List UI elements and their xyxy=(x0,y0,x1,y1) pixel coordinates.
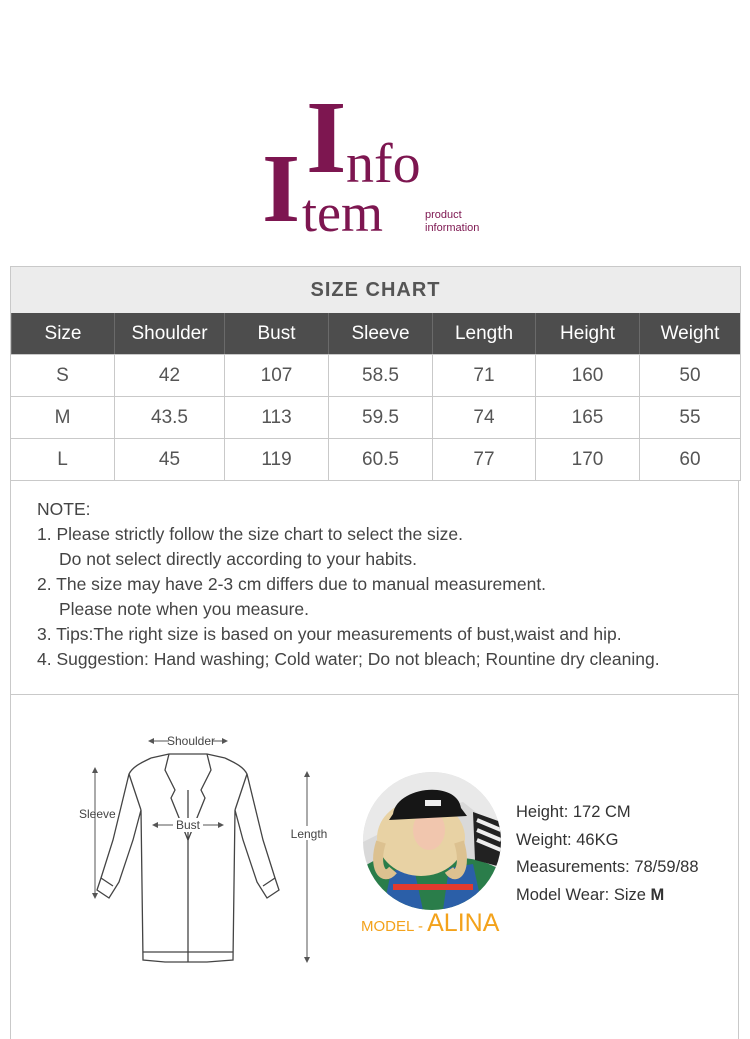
measurement-and-model-panel xyxy=(10,695,739,1039)
model-height xyxy=(516,799,699,827)
model-height-value: 172 CM xyxy=(572,803,631,821)
coat-outline-icon xyxy=(97,754,279,962)
table-cell: 77 xyxy=(432,439,535,480)
table-row xyxy=(11,354,740,396)
table-cell: 60 xyxy=(639,439,740,480)
header-cell-length: Length xyxy=(432,313,535,354)
notes-panel xyxy=(10,481,739,695)
logo-word-tem: tem xyxy=(302,183,383,243)
table-cell: L xyxy=(57,448,68,470)
note-2: 2. The size may have 2-3 cm differs due to manual measurement. xyxy=(37,574,547,594)
table-cell: 59.5 xyxy=(328,397,432,438)
model-stats xyxy=(516,799,699,909)
model-wear-size: M xyxy=(650,885,665,904)
logo-subtitle-line1: product xyxy=(425,209,462,221)
size-chart-table xyxy=(10,266,741,481)
logo-word-nfo: nfo xyxy=(346,133,421,195)
note-1-continued: Do not select directly according to your habits. xyxy=(59,549,417,569)
table-cell: 60.5 xyxy=(328,439,432,480)
model-wear-label: Model Wear: xyxy=(516,885,610,904)
header-cell-sleeve: Sleeve xyxy=(328,313,432,354)
model-measurements-value: 78/59/88 xyxy=(634,858,699,876)
header-cell-weight: Weight xyxy=(639,313,740,354)
table-cell: 58.5 xyxy=(328,355,432,396)
notes-heading: NOTE: xyxy=(37,499,91,519)
table-cell: 45 xyxy=(114,439,224,480)
table-header-row xyxy=(11,313,740,354)
table-cell: 165 xyxy=(535,397,639,438)
model-measurements xyxy=(516,854,699,882)
logo-subtitle-line2: information xyxy=(425,222,480,234)
table-cell: 42 xyxy=(114,355,224,396)
model-measurements-label: Measurements: xyxy=(516,858,630,876)
note-4: 4. Suggestion: Hand washing; Cold water; Do not bleach; Rountine dry cleaning. xyxy=(37,649,660,669)
table-cell: 71 xyxy=(432,355,535,396)
size-chart-title: SIZE CHART xyxy=(11,267,740,313)
coat-measurement-diagram xyxy=(73,730,333,980)
model-wear-value: Size xyxy=(613,885,646,904)
shoulder-label: Shoulder xyxy=(166,734,216,748)
table-cell: 170 xyxy=(535,439,639,480)
table-row xyxy=(11,438,740,480)
table-cell: 43.5 xyxy=(114,397,224,438)
sleeve-label: Sleeve xyxy=(79,807,116,821)
table-row xyxy=(11,396,740,438)
table-cell: 119 xyxy=(224,439,328,480)
table-cell: M xyxy=(54,406,71,428)
table-cell: 160 xyxy=(535,355,639,396)
length-label: Length xyxy=(290,827,328,841)
model-weight-value: 46KG xyxy=(576,830,619,849)
note-3: 3. Tips:The right size is based on your measurements of bust,waist and hip. xyxy=(37,624,622,644)
table-cell: 50 xyxy=(639,355,740,396)
table-cell: 113 xyxy=(224,397,328,438)
model-photo xyxy=(363,772,501,910)
table-cell: S xyxy=(56,364,69,386)
header-cell-height: Height xyxy=(535,313,639,354)
header-cell-size: Size xyxy=(11,313,114,354)
logo-subtitle xyxy=(425,209,479,235)
model-prefix: MODEL - xyxy=(361,918,428,935)
model-weight-label: Weight: xyxy=(516,830,572,849)
model-weight xyxy=(516,827,699,855)
header-cell-shoulder: Shoulder xyxy=(114,313,224,354)
header-cell-bust: Bust xyxy=(224,313,328,354)
bust-label: Bust xyxy=(175,818,201,832)
model-height-label: Height: xyxy=(516,803,569,821)
note-1: 1. Please strictly follow the size chart to select the size. xyxy=(37,524,464,544)
model-name: ALINA xyxy=(427,909,500,937)
logo-letter-i-top: I xyxy=(306,80,347,195)
note-2-continued: Please note when you measure. xyxy=(59,599,310,619)
table-cell: 55 xyxy=(639,397,740,438)
model-wear xyxy=(516,882,699,910)
info-item-logo xyxy=(262,80,502,246)
logo-letter-i-bottom: I xyxy=(262,135,301,243)
table-cell: 107 xyxy=(224,355,328,396)
model-name-label xyxy=(361,909,499,938)
table-cell: 74 xyxy=(432,397,535,438)
